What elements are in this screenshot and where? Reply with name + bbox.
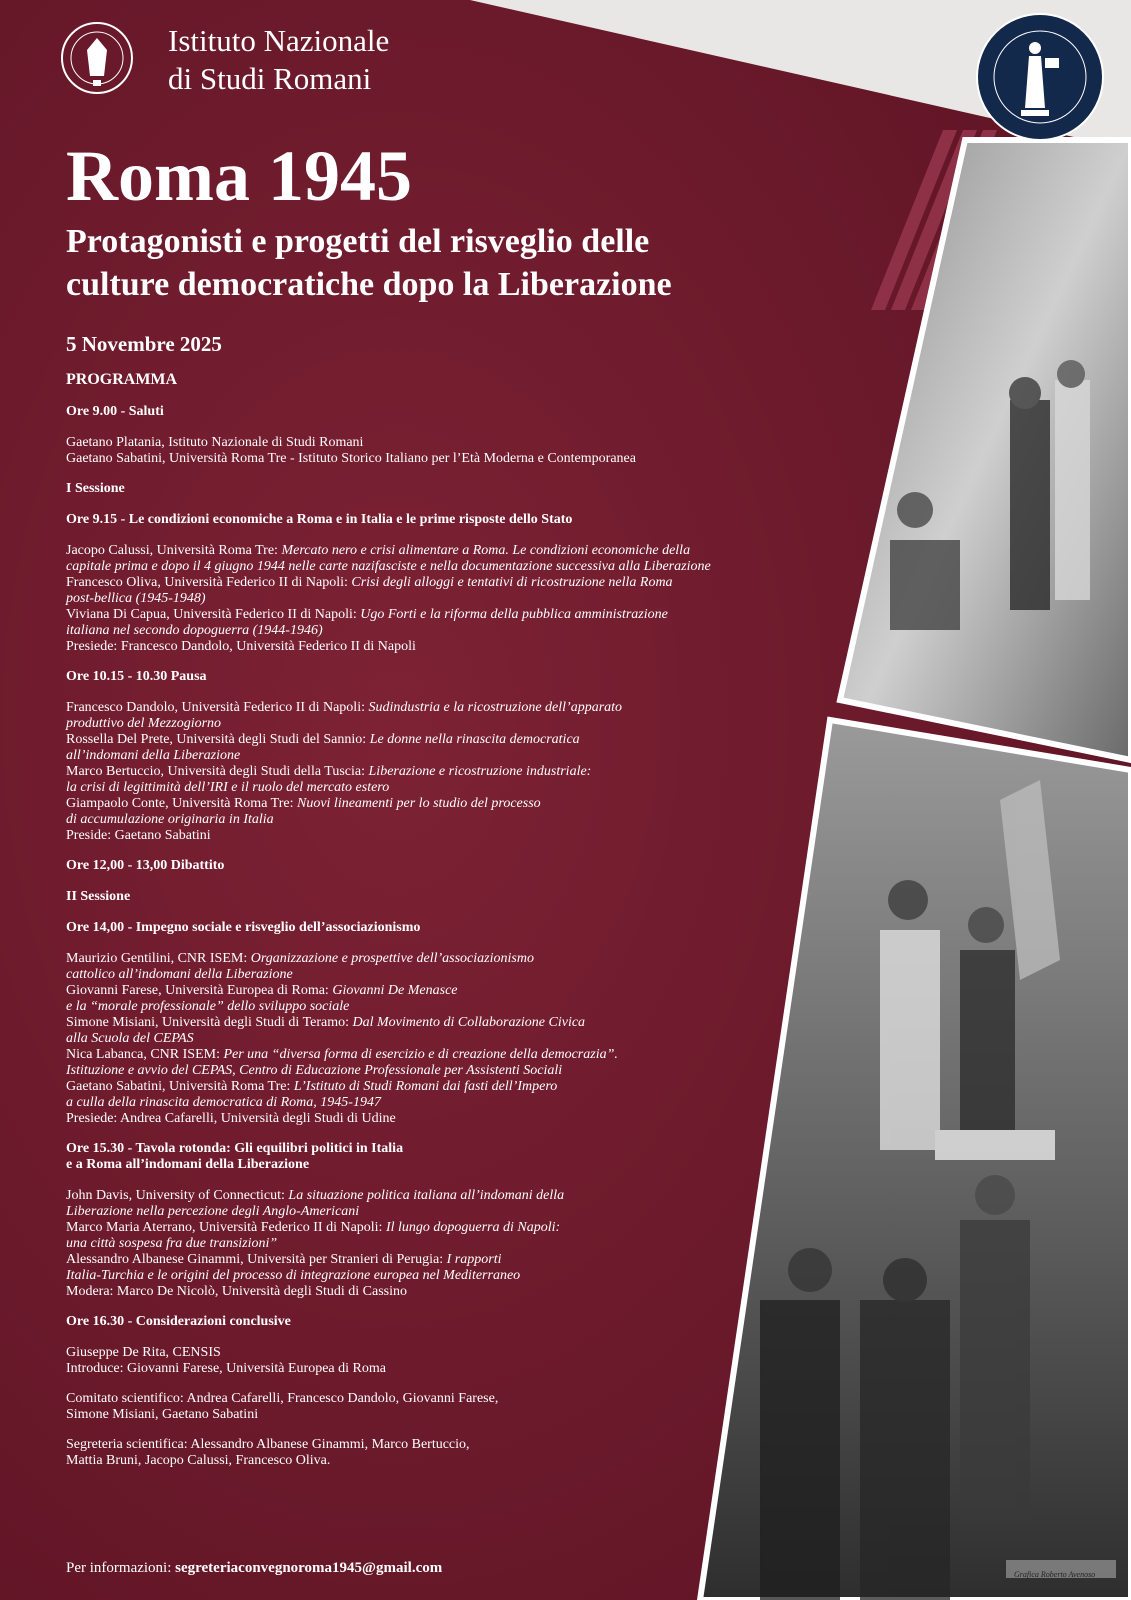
talk-title: la crisi di legittimità dell’IRI e il ruolo del mercato estero bbox=[66, 780, 390, 795]
speaker-text: Mattia Bruni, Jacopo Calussi, Francesco Oliva. bbox=[66, 1453, 331, 1468]
subtitle-line1: Protagonisti e progetti del risveglio delle bbox=[66, 223, 650, 260]
speaker-text: Presiede: Andrea Cafarelli, Università degli Studi di Udine bbox=[66, 1111, 396, 1126]
program-slot-heading: Ore 10.15 - 10.30 Pausa bbox=[66, 669, 207, 684]
institute-name bbox=[168, 22, 389, 98]
talk-title: Mercato nero e crisi alimentare a Roma. Le condizioni economiche della bbox=[281, 543, 691, 558]
speaker-text: Francesco Oliva, Università Federico II di Napoli: bbox=[66, 575, 352, 590]
program-line bbox=[66, 812, 766, 828]
program-line bbox=[66, 451, 766, 467]
program-line bbox=[66, 1453, 766, 1469]
talk-title: di accumulazione originaria in Italia bbox=[66, 812, 274, 827]
program bbox=[66, 372, 766, 1483]
program-line bbox=[66, 1031, 766, 1047]
program-line bbox=[66, 591, 766, 607]
program-line bbox=[66, 951, 766, 967]
program-line bbox=[66, 1391, 766, 1407]
speaker-text: Nica Labanca, CNR ISEM: bbox=[66, 1047, 224, 1062]
program-line bbox=[66, 828, 766, 844]
speaker-text: Gaetano Sabatini, Università Roma Tre - Istituto Storico Italiano per l’Età Moderna e Contemporanea bbox=[66, 451, 636, 466]
speaker-text: Alessandro Albanese Ginammi, Università per Stranieri di Perugia: bbox=[66, 1252, 447, 1267]
program-slot-heading: Ore 16.30 - Considerazioni conclusive bbox=[66, 1314, 291, 1329]
talk-title: I rapporti bbox=[446, 1252, 502, 1267]
istituto-storico-seal-logo bbox=[975, 12, 1105, 142]
speaker-text: Maurizio Gentilini, CNR ISEM: bbox=[66, 951, 251, 966]
program-line bbox=[66, 1345, 766, 1361]
program-line bbox=[66, 967, 766, 983]
talk-title: Liberazione nella percezione degli Anglo-Americani bbox=[66, 1204, 360, 1219]
talk-title: produttivo del Mezzogiorno bbox=[66, 716, 222, 731]
contact-info bbox=[66, 1560, 442, 1577]
program-slot-heading bbox=[66, 1141, 766, 1173]
talk-title: Per una “diversa forma di esercizio e di creazione della democrazia”. bbox=[223, 1047, 618, 1062]
speaker-text: Gaetano Sabatini, Università Roma Tre: bbox=[66, 1079, 294, 1094]
subtitle-line2: culture democratiche dopo la Liberazione bbox=[66, 266, 672, 303]
institute-name-line1: Istituto Nazionale bbox=[168, 23, 390, 58]
institute-name-line2: di Studi Romani bbox=[168, 61, 372, 96]
talk-title: Giovanni De Menasce bbox=[332, 983, 458, 998]
program-line bbox=[66, 623, 766, 639]
program-slot-heading: Ore 12,00 - 13,00 Dibattito bbox=[66, 858, 225, 873]
program-line bbox=[66, 1268, 766, 1284]
speaker-text: Simone Misiani, Università degli Studi di Teramo: bbox=[66, 1015, 353, 1030]
speaker-text: Jacopo Calussi, Università Roma Tre: bbox=[66, 543, 282, 558]
program-speaker-block bbox=[66, 435, 766, 467]
talk-title: Crisi degli alloggi e tentativi di ricostruzione nella Roma bbox=[351, 575, 673, 590]
program-line bbox=[66, 1252, 766, 1268]
program-slot-heading: II Sessione bbox=[66, 889, 131, 904]
program-line bbox=[66, 999, 766, 1015]
speaker-text: Preside: Gaetano Sabatini bbox=[66, 828, 211, 843]
program-line bbox=[66, 732, 766, 748]
program-line bbox=[66, 1095, 766, 1111]
program-line bbox=[66, 1047, 766, 1063]
program-line bbox=[66, 1079, 766, 1095]
program-line bbox=[66, 796, 766, 812]
program-line bbox=[66, 780, 766, 796]
talk-title: cattolico all’indomani della Liberazione bbox=[66, 967, 293, 982]
talk-title: all’indomani della Liberazione bbox=[66, 748, 241, 763]
program-slot-heading-line: Ore 15.30 - Tavola rotonda: Gli equilibri politici in Italia bbox=[66, 1141, 404, 1156]
speaker-text: Francesco Dandolo, Università Federico II di Napoli: bbox=[66, 700, 369, 715]
talk-title: e la “morale professionale” dello sviluppo sociale bbox=[66, 999, 350, 1014]
speaker-text: Presiede: Francesco Dandolo, Università Federico II di Napoli bbox=[66, 639, 416, 654]
speaker-text: Modera: Marco De Nicolò, Università degli Studi di Cassino bbox=[66, 1284, 407, 1299]
program-line bbox=[66, 575, 766, 591]
speaker-text: Segreteria scientifica: Alessandro Albanese Ginammi, Marco Bertuccio, bbox=[66, 1437, 470, 1452]
program-slot-heading-line: e a Roma all’indomani della Liberazione bbox=[66, 1157, 310, 1172]
program-line bbox=[66, 716, 766, 732]
program-line bbox=[66, 1284, 766, 1300]
speaker-text: Introduce: Giovanni Farese, Università Europea di Roma bbox=[66, 1361, 386, 1376]
talk-title: Nuovi lineamenti per lo studio del processo bbox=[296, 796, 541, 811]
program-speaker-block bbox=[66, 700, 766, 844]
program-slot-heading: Ore 9.00 - Saluti bbox=[66, 404, 164, 419]
talk-title: post-bellica (1945-1948) bbox=[66, 591, 206, 606]
speaker-text: Viviana Di Capua, Università Federico II di Napoli: bbox=[66, 607, 361, 622]
speaker-text: Giampaolo Conte, Università Roma Tre: bbox=[66, 796, 297, 811]
talk-title: una città sospesa fra due transizioni” bbox=[66, 1236, 278, 1251]
talk-title: Dal Movimento di Collaborazione Civica bbox=[352, 1015, 586, 1030]
talk-title: Il lungo dopoguerra di Napoli: bbox=[385, 1220, 561, 1235]
program-speaker-block bbox=[66, 951, 766, 1127]
page-title: Roma 1945 bbox=[66, 136, 412, 216]
speaker-text: Marco Bertuccio, Università degli Studi della Tuscia: bbox=[66, 764, 369, 779]
event-date: 5 Novembre 2025 bbox=[66, 332, 222, 356]
program-speaker-block bbox=[66, 1437, 766, 1469]
talk-title: Sudindustria e la ricostruzione dell’apparato bbox=[368, 700, 623, 715]
speaker-text: Rossella Del Prete, Università degli Studi del Sannio: bbox=[66, 732, 370, 747]
program-line bbox=[66, 543, 766, 559]
program-line bbox=[66, 1407, 766, 1423]
talk-title: Le donne nella rinascita democratica bbox=[369, 732, 580, 747]
talk-title: capitale prima e dopo il 4 giugno 1944 nelle carte nazifasciste e nella documentazione successiva alla Liberazione bbox=[66, 559, 711, 574]
program-slot-heading: I Sessione bbox=[66, 481, 125, 496]
program-line bbox=[66, 1220, 766, 1236]
talk-title: L’Istituto di Studi Romani dai fasti dell’Impero bbox=[293, 1079, 558, 1094]
program-line bbox=[66, 700, 766, 716]
page-subtitle bbox=[66, 220, 672, 306]
speaker-text: Comitato scientifico: Andrea Cafarelli, Francesco Dandolo, Giovanni Farese, bbox=[66, 1391, 499, 1406]
program-speaker-block bbox=[66, 1345, 766, 1377]
program-line bbox=[66, 1188, 766, 1204]
contact-email[interactable]: segreteriaconvegnoroma1945@gmail.com bbox=[175, 1560, 443, 1576]
program-slot-heading: Ore 9.15 - Le condizioni economiche a Roma e in Italia e le prime risposte dello Stato bbox=[66, 512, 573, 527]
talk-title: a culla della rinascita democratica di Roma, 1945-1947 bbox=[66, 1095, 381, 1110]
talk-title: Italia-Turchia e le origini del processo di integrazione europea nel Mediterraneo bbox=[66, 1268, 521, 1283]
program-line bbox=[66, 607, 766, 623]
speaker-text: Giovanni Farese, Università Europea di Roma: bbox=[66, 983, 333, 998]
talk-title: italiana nel secondo dopoguerra (1944-1946) bbox=[66, 623, 323, 638]
talk-title: Organizzazione e prospettive dell’associazionismo bbox=[250, 951, 534, 966]
speaker-text: John Davis, University of Connecticut: bbox=[66, 1188, 289, 1203]
speaker-text: Gaetano Platania, Istituto Nazionale di Studi Romani bbox=[66, 435, 364, 450]
program-speaker-block bbox=[66, 1188, 766, 1300]
talk-title: Liberazione e ricostruzione industriale: bbox=[368, 764, 592, 779]
program-line bbox=[66, 1063, 766, 1079]
talk-title: alla Scuola del CEPAS bbox=[66, 1031, 194, 1046]
speaker-text: Marco Maria Aterrano, Università Federico II di Napoli: bbox=[66, 1220, 386, 1235]
talk-title: Ugo Forti e la riforma della pubblica amministrazione bbox=[360, 607, 668, 622]
program-line bbox=[66, 559, 766, 575]
talk-title: Istituzione e avvio del CEPAS, Centro di Educazione Professionale per Assistenti Sociali bbox=[66, 1063, 563, 1078]
contact-label: Per informazioni: bbox=[66, 1560, 176, 1576]
program-line bbox=[66, 639, 766, 655]
talk-title: La situazione politica italiana all’indomani della bbox=[288, 1188, 565, 1203]
program-line bbox=[66, 748, 766, 764]
speaker-text: Simone Misiani, Gaetano Sabatini bbox=[66, 1407, 259, 1422]
program-line bbox=[66, 1015, 766, 1031]
program-line bbox=[66, 983, 766, 999]
program-line bbox=[66, 1437, 766, 1453]
program-line bbox=[66, 1111, 766, 1127]
program-label: PROGRAMMA bbox=[66, 371, 178, 388]
institute-seal-logo bbox=[60, 20, 134, 104]
program-line bbox=[66, 435, 766, 451]
speaker-text: Giuseppe De Rita, CENSIS bbox=[66, 1345, 221, 1360]
program-line bbox=[66, 1204, 766, 1220]
program-line bbox=[66, 1236, 766, 1252]
program-speaker-block bbox=[66, 543, 766, 655]
program-line bbox=[66, 1361, 766, 1377]
program-speaker-block bbox=[66, 1391, 766, 1423]
graphic-credit: Grafica Roberto Avenoso bbox=[1014, 1570, 1096, 1579]
program-slot-heading: Ore 14,00 - Impegno sociale e risveglio dell’associazionismo bbox=[66, 920, 421, 935]
program-line bbox=[66, 764, 766, 780]
